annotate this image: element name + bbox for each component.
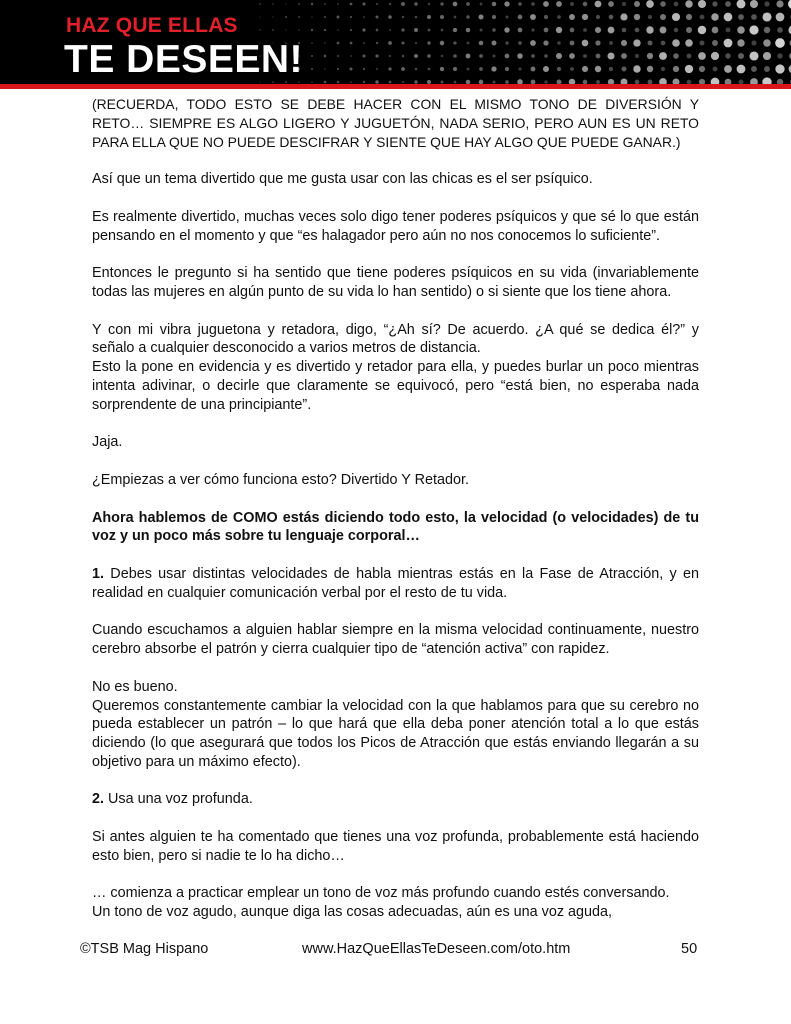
paragraph: Jaja.	[92, 434, 123, 451]
paragraph: Si antes alguien te ha comentado que tienes una voz profunda, probablemente está haciendo esto bien, pero si nadie te lo ha dicho…	[92, 829, 699, 864]
paragraph: ¿Empiezas a ver cómo funciona esto? Divertido Y Retador.	[92, 471, 470, 488]
section-heading	[92, 509, 699, 547]
numbered-point-2	[92, 790, 699, 809]
brand-title-top: HAZ QUE ELLAS	[66, 14, 238, 37]
paragraph: Y con mi vibra juguetona y retadora, digo, “¿Ah sí? De acuerdo. ¿A qué se dedica él?” y señalo a cualquier desconocido a varios metros de distancia.	[92, 321, 699, 357]
point-text: Debes usar distintas velocidades de habla mientras estás en la Fase de Atracción, y en realidad en cualquier comunicación verbal por el resto de tu vida.	[92, 565, 699, 601]
paragraph-reminder: (RECUERDA, TODO ESTO SE DEBE HACER CON EL MISMO TONO DE DIVERSIÓN Y RETO… SIEMPRE ES ALGO LIGERO Y JUGUETÓN, NADA SERIO, PERO AUN ES UN RETO PARA ELLA QUE NO PUEDE DESCIFRAR Y SIENTE QUE HAY ALGO QUE PUEDE GANAR.)	[92, 96, 699, 150]
page-body	[92, 95, 699, 922]
section-heading-text: Ahora hablemos de COMO estás diciendo todo esto, la velocidad (o velocidades) de tu voz y un poco más sobre tu lenguaje corporal…	[92, 509, 699, 545]
point-number: 2.	[92, 791, 105, 808]
paragraph: No es bueno.	[92, 678, 178, 695]
page-footer	[0, 941, 791, 961]
paragraph: … comienza a practicar emplear un tono de voz más profundo cuando estés conversando.	[92, 885, 670, 902]
header-accent-bar	[0, 84, 791, 89]
page-header	[0, 0, 791, 84]
paragraph: Cuando escuchamos a alguien hablar siempre en la misma velocidad continuamente, nuestro cerebro absorbe el patrón y cierra cualquier tipo de “atención activa” con rapidez.	[92, 622, 699, 658]
point-text: Usa una voz profunda.	[108, 791, 253, 808]
paragraph: Esto la pone en evidencia y es divertido y retador para ella, y puedes burlar un poco mientras intenta adivinar, o decirle que claramente se equivocó, pero “está bien, no esperaba nada sorprendente de una principiante”.	[92, 359, 699, 413]
dot-pattern-decoration	[250, 0, 791, 84]
paragraph: Entonces le pregunto si ha sentido que tiene poderes psíquicos en su vida (invariablemente todas las mujeres en algún punto de su vida lo han sentido) o si siente que los tiene ahora.	[92, 265, 699, 300]
paragraph: Es realmente divertido, muchas veces solo digo tener poderes psíquicos y que sé lo que están pensando en el momento y que “es halagador pero aún no nos conocemos lo suficiente”.	[92, 208, 699, 244]
point-number: 1.	[92, 565, 105, 582]
footer-url: www.HazQueEllasTeDeseen.com/oto.htm	[302, 941, 571, 957]
brand-title-main: TE DESEEN!	[64, 38, 304, 81]
paragraph: Así que un tema divertido que me gusta usar con las chicas es el ser psíquico.	[92, 171, 593, 188]
paragraph: Queremos constantemente cambiar la velocidad con la que hablamos para que su cerebro no pueda establecer un patrón – lo que hará que ella deba poner atención total a lo que estás diciendo (lo que asegurará que todos los Picos de Atracción que estás enviando llegarán a su objetivo para un máximo efecto).	[92, 697, 699, 770]
numbered-point-1	[92, 565, 699, 603]
paragraph: Un tono de voz agudo, aunque diga las cosas adecuadas, aún es una voz aguda,	[92, 904, 613, 921]
footer-copyright: ©TSB Mag Hispano	[80, 941, 209, 957]
page-number: 50	[681, 941, 698, 957]
